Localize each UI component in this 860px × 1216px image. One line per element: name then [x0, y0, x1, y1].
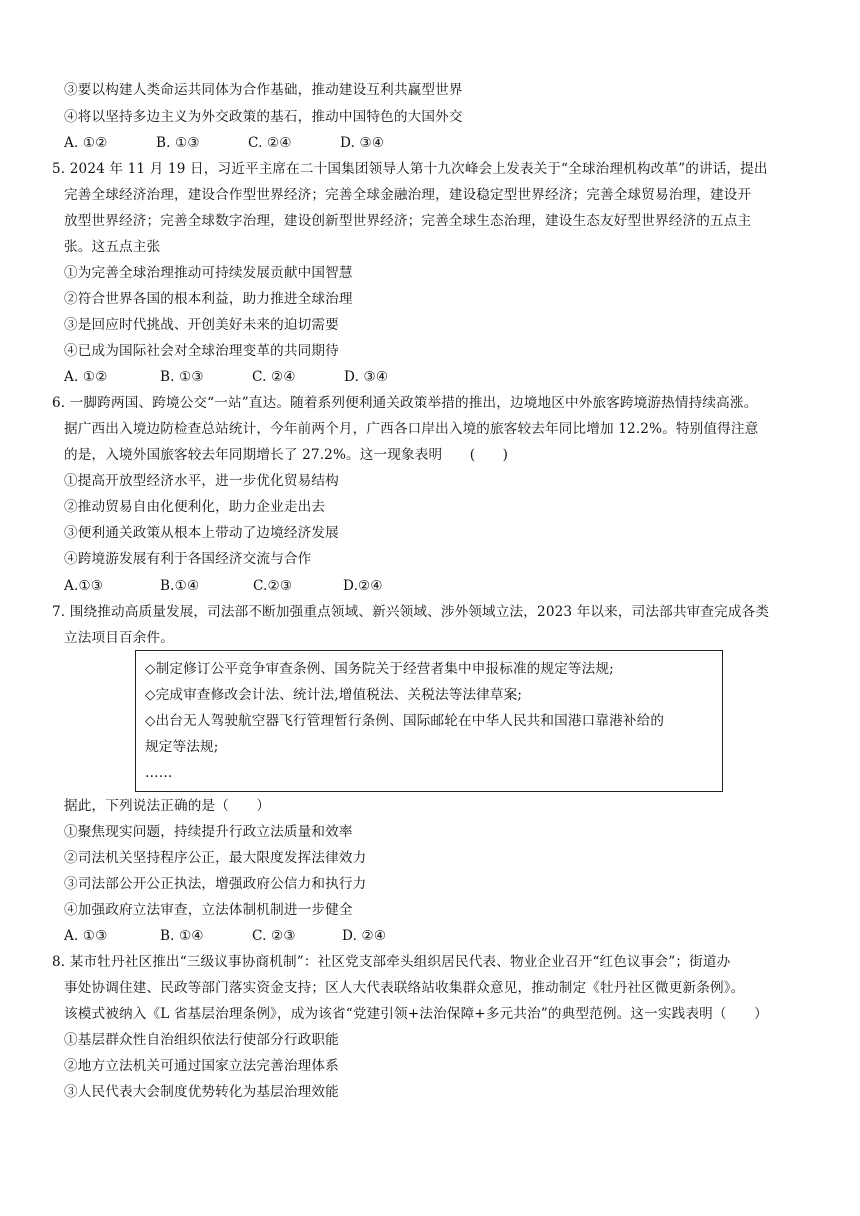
q5-option-b: B. ①③ [160, 369, 204, 385]
q7-item-1: ①聚焦现实问题，持续提升行政立法质量和效率 [64, 824, 353, 840]
q7-options [64, 926, 386, 946]
q5-item-2: ②符合世界各国的根本利益，助力推进全球治理 [64, 291, 353, 307]
q6-stem-line-3: 的是，入境外国旅客较去年同期增长了 27.2%。这一现象表明 ( ) [64, 447, 509, 463]
q5-stem-line-2: 完善全球经济治理，建设合作型世界经济；完善全球金融治理，建设稳定型世界经济；完善全球贸易治理，建设开 [64, 187, 752, 203]
q6-item-2: ②推动贸易自由化便利化，助力企业走出去 [64, 499, 326, 515]
q7-stem-line-2: 立法项目百余件。 [64, 630, 174, 646]
box-line-4: 规定等法规; [145, 739, 219, 755]
q7-option-c: C. ②③ [252, 928, 296, 944]
q5-option-d: D. ③④ [344, 369, 389, 385]
q6-stem-line-2: 据广西出入境边防检查总站统计，今年前两个月，广西各口岸出入境的旅客较去年同比增加 12.2%。特别值得注意 [64, 421, 759, 437]
q6-item-3: ③便利通关政策从根本上带动了边境经济发展 [64, 525, 339, 541]
q7-item-4: ④加强政府立法审查，立法体制机制进一步健全 [64, 902, 353, 918]
q8-stem-line-1: 8. 某市牡丹社区推出“三级议事协商机制”：社区党支部牵头组织居民代表、物业企业召开“红色议事会”；街道办 [52, 954, 731, 970]
q6-option-a: A.①③ [64, 578, 104, 594]
q5-options [64, 367, 388, 387]
q5-stem-line-4: 张。这五点主张 [64, 239, 161, 255]
box-line-2: ◇完成审查修改会计法、统计法,增值税法、关税法等法律草案; [145, 687, 523, 703]
q5-item-4: ④已成为国际社会对全球治理变革的共同期待 [64, 343, 339, 359]
q4-item-3: ③要以构建人类命运共同体为合作基础，推动建设互利共赢型世界 [64, 82, 463, 98]
q4-option-c: C. ②④ [248, 135, 292, 151]
q7-option-d: D. ②④ [342, 928, 387, 944]
q8-stem-line-2: 事处协调住建、民政等部门落实资金支持；区人大代表联络站收集群众意见，推动制定《牡丹社区微更新条例》。 [64, 980, 745, 996]
q5-option-c: C. ②④ [252, 369, 296, 385]
q4-option-d: D. ③④ [340, 135, 385, 151]
q4-option-b: B. ①③ [156, 135, 200, 151]
q4-options [64, 133, 384, 153]
q7-item-3: ③司法部公开公正执法，增强政府公信力和执行力 [64, 876, 367, 892]
q7-item-2: ②司法机关坚持程序公正，最大限度发挥法律效力 [64, 850, 367, 866]
box-line-3: ◇出台无人驾驶航空器飞行管理暂行条例、国际邮轮在中华人民共和国港口靠港补给的 [145, 713, 665, 729]
box-line-5: …… [145, 765, 173, 781]
box-line-1: ◇制定修订公平竞争审查条例、国务院关于经营者集中申报标准的规定等法规; [145, 661, 614, 677]
q6-item-1: ①提高开放型经济水平，进一步优化贸易结构 [64, 473, 339, 489]
legislation-summary-box [135, 650, 723, 792]
q8-item-3: ③人民代表大会制度优势转化为基层治理效能 [64, 1084, 339, 1100]
q4-option-a: A. ①② [64, 135, 108, 151]
q5-item-3: ③是回应时代挑战、开创美好未来的迫切需要 [64, 317, 339, 333]
q6-item-4: ④跨境游发展有利于各国经济交流与合作 [64, 551, 312, 567]
q6-stem-line-1: 6. 一脚跨两国、跨境公交“一站”直达。随着系列便利通关政策举措的推出，边境地区中外旅客跨境游热情持续高涨。 [52, 395, 758, 411]
q6-options [64, 576, 383, 596]
q6-option-c: C.②③ [253, 578, 293, 594]
q7-prompt: 据此，下列说法正确的是（ ） [64, 798, 271, 814]
q5-option-a: A. ①② [64, 369, 108, 385]
q7-stem-line-1: 7. 围绕推动高质量发展，司法部不断加强重点领域、新兴领域、涉外领域立法，2023 年以来，司法部共审查完成各类 [52, 604, 770, 620]
q4-item-4: ④将以坚持多边主义为外交政策的基石，推动中国特色的大国外交 [64, 109, 463, 125]
q8-stem-line-3: 该模式被纳入《L 省基层治理条例》，成为该省“党建引领+法治保障+多元共治”的典型范例。这一实践表明（ ） [64, 1006, 768, 1022]
q8-item-2: ②地方立法机关可通过国家立法完善治理体系 [64, 1058, 339, 1074]
q6-option-d: D.②④ [343, 578, 383, 594]
q6-option-b: B.①④ [160, 578, 200, 594]
q5-item-1: ①为完善全球治理推动可持续发展贡献中国智慧 [64, 265, 353, 281]
q5-stem-line-1: 5. 2024 年 11 月 19 日，习近平主席在二十国集团领导人第十九次峰会上发表关于“全球治理机构改革”的讲话，提出 [52, 161, 768, 177]
q7-option-b: B. ①④ [160, 928, 204, 944]
q7-option-a: A. ①③ [64, 928, 108, 944]
q8-item-1: ①基层群众性自治组织依法行使部分行政职能 [64, 1032, 339, 1048]
q5-stem-line-3: 放型世界经济；完善全球数字治理，建设创新型世界经济；完善全球生态治理，建设生态友好型世界经济的五点主 [64, 213, 752, 229]
